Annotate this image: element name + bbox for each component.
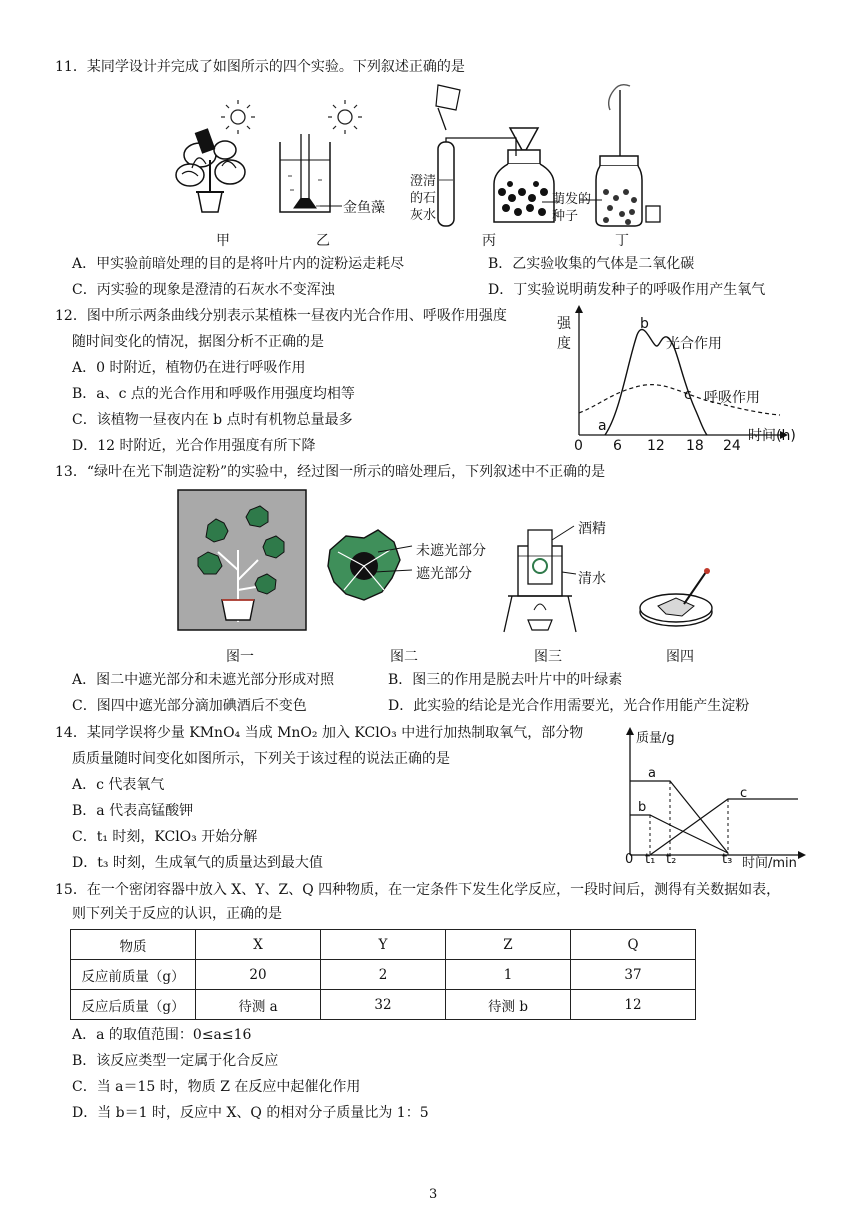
q12-xtick-24: 24	[723, 438, 741, 454]
q15-option-a[interactable]: A．a 的取值范围：0≤a≤16	[72, 1027, 252, 1043]
q12-stem-1: 12．图中所示两条曲线分别表示某植株一昼夜内光合作用、呼吸作用强度	[55, 308, 507, 324]
q12-stem-2: 随时间变化的情况，据图分析不正确的是	[72, 334, 324, 350]
table-cell: 37	[571, 960, 696, 990]
fig-label-bing: 丙	[482, 233, 496, 249]
q13-option-b[interactable]: B．图三的作用是脱去叶片中的叶绿素	[388, 672, 623, 688]
q14-stem-1: 14．某同学误将少量 KMnO₄ 当成 MnO₂ 加入 KClO₃ 中进行加热制取氧气，部分物	[55, 725, 584, 741]
q14-option-c[interactable]: C．t₁ 时刻，KClO₃ 开始分解	[72, 829, 258, 845]
q14-label-c: c	[740, 786, 748, 801]
callout-unshaded: 未遮光部分	[416, 543, 486, 559]
page-number: 3	[429, 1187, 438, 1202]
table-cell: 32	[321, 990, 446, 1020]
q14-ylabel: 质量/g	[636, 731, 675, 746]
table-cell: 待测 a	[196, 990, 321, 1020]
q14-line-a	[630, 781, 728, 853]
q11-option-b[interactable]: B．乙实验收集的气体是二氧化碳	[488, 256, 695, 272]
q14-label-a: a	[648, 766, 656, 781]
q14-t3: t₃	[722, 852, 733, 867]
q15-option-c[interactable]: C．当 a＝15 时，物质 Z 在反应中起催化作用	[72, 1079, 361, 1095]
callout-shaded: 遮光部分	[416, 566, 472, 582]
q15-option-d[interactable]: D．当 b＝1 时，反应中 X、Q 的相对分子质量比为 1：5	[72, 1105, 429, 1121]
q14-stem-2: 质质量随时间变化如图所示，下列关于该过程的说法正确的是	[72, 751, 450, 767]
callout-shihui-2: 的石	[410, 191, 437, 206]
callout-shihui-3: 灰水	[410, 208, 437, 223]
table-cell: 反应前质量（g）	[71, 960, 196, 990]
table-header-cell: X	[196, 930, 321, 960]
table-row	[71, 960, 696, 990]
q12-option-c[interactable]: C．该植物一昼夜内在 b 点时有机物总量最多	[72, 412, 353, 428]
q13-stem: 13．“绿叶在光下制造淀粉”的实验中，经过图一所示的暗处理后，下列叙述中不正确的是	[55, 464, 606, 480]
q12-ylabel-1: 强	[557, 316, 571, 332]
table-header-row	[71, 930, 696, 960]
table-cell: 12	[571, 990, 696, 1020]
table-header-cell: Q	[571, 930, 696, 960]
fig-label-ding: 丁	[615, 233, 629, 249]
fig-bing-flask	[436, 85, 554, 226]
fig-label-tu1: 图一	[226, 649, 254, 665]
q11-figure	[170, 80, 670, 250]
q14-option-b[interactable]: B．a 代表高锰酸钾	[72, 803, 194, 819]
table-header-cell: Y	[321, 930, 446, 960]
q12-option-d[interactable]: D．12 时附近，光合作用强度有所下降	[72, 438, 316, 454]
table-cell: 1	[446, 960, 571, 990]
q15-stem-2: 则下列关于反应的认识，正确的是	[72, 906, 282, 922]
q12-xtick-6: 6	[613, 438, 622, 454]
callout-alcohol: 酒精	[578, 521, 606, 537]
q12-point-b: b	[640, 316, 649, 332]
q14-origin: 0	[625, 852, 634, 867]
fig-label-tu4: 图四	[666, 649, 694, 665]
q12-xlabel: 时间(h)	[748, 428, 796, 444]
q14-option-a[interactable]: A．c 代表氧气	[72, 777, 165, 793]
q14-xlabel: 时间/min	[742, 856, 797, 871]
fig-er-leaf	[328, 530, 412, 600]
q12-option-b[interactable]: B．a、c 点的光合作用和呼吸作用强度均相等	[72, 386, 355, 402]
q13-option-c[interactable]: C．图四中遮光部分滴加碘酒后不变色	[72, 698, 307, 714]
fig-yi-dark-plant	[178, 490, 306, 630]
q14-t2: t₂	[666, 852, 677, 867]
table-cell: 2	[321, 960, 446, 990]
table-cell: 待测 b	[446, 990, 571, 1020]
callout-water: 清水	[578, 571, 606, 587]
q12-series-photo: 光合作用	[666, 336, 722, 352]
q14-option-d[interactable]: D．t₃ 时刻，生成氧气的质量达到最大值	[72, 855, 323, 871]
q12-option-a[interactable]: A．0 时附近，植物仍在进行呼吸作用	[72, 360, 306, 376]
q12-xtick-18: 18	[686, 438, 704, 454]
fig-label-tu3: 图三	[534, 649, 562, 665]
table-cell: 反应后质量（g）	[71, 990, 196, 1020]
fig-yi-beaker	[280, 100, 362, 212]
callout-jinyuzao: 金鱼藻	[343, 200, 385, 216]
table-header-cell: Z	[446, 930, 571, 960]
callout-shihui-1: 澄清	[410, 174, 437, 189]
fig-jia-plant	[176, 100, 255, 212]
q13-option-d[interactable]: D．此实验的结论是光合作用需要光，光合作用能产生淀粉	[388, 698, 750, 714]
fig-si-dish	[640, 568, 712, 626]
q15-data-table	[70, 929, 696, 1020]
fig-san-waterbath	[504, 526, 576, 632]
q14-line-c	[650, 799, 798, 855]
fig-ding-jar	[596, 85, 660, 226]
q14-chart	[620, 725, 810, 865]
callout-zhongzi-2: 种子	[552, 209, 579, 224]
q13-option-a[interactable]: A．图二中遮光部分和未遮光部分形成对照	[72, 672, 335, 688]
q12-point-a: a	[598, 418, 607, 434]
callout-zhongzi-1: 萌发的	[552, 192, 592, 207]
q14-t1: t₁	[645, 852, 656, 867]
q15-option-b[interactable]: B．该反应类型一定属于化合反应	[72, 1053, 279, 1069]
fig-label-tu2: 图二	[390, 649, 418, 665]
q11-option-d[interactable]: D．丁实验说明萌发种子的呼吸作用产生氧气	[488, 282, 766, 298]
q15-stem-1: 15．在一个密闭容器中放入 X、Y、Z、Q 四种物质，在一定条件下发生化学反应，一段时间后，测得有关数据如表，	[55, 882, 781, 898]
q12-ylabel-2: 度	[557, 336, 571, 352]
table-cell: 20	[196, 960, 321, 990]
q12-series-resp: 呼吸作用	[704, 390, 760, 406]
q12-xtick-0: 0	[574, 438, 583, 454]
table-header-cell: 物质	[71, 930, 196, 960]
fig-label-jia: 甲	[216, 233, 230, 249]
fig-label-yi: 乙	[316, 233, 330, 249]
q11-stem: 11．某同学设计并完成了如图所示的四个实验。下列叙述正确的是	[55, 59, 465, 75]
q11-option-a[interactable]: A．甲实验前暗处理的目的是将叶片内的淀粉运走耗尽	[72, 256, 405, 272]
table-row	[71, 990, 696, 1020]
q12-xtick-12: 12	[647, 438, 665, 454]
q11-option-c[interactable]: C．丙实验的现象是澄清的石灰水不变浑浊	[72, 282, 335, 298]
q14-label-b: b	[638, 800, 647, 815]
q12-point-c: c	[684, 387, 692, 403]
